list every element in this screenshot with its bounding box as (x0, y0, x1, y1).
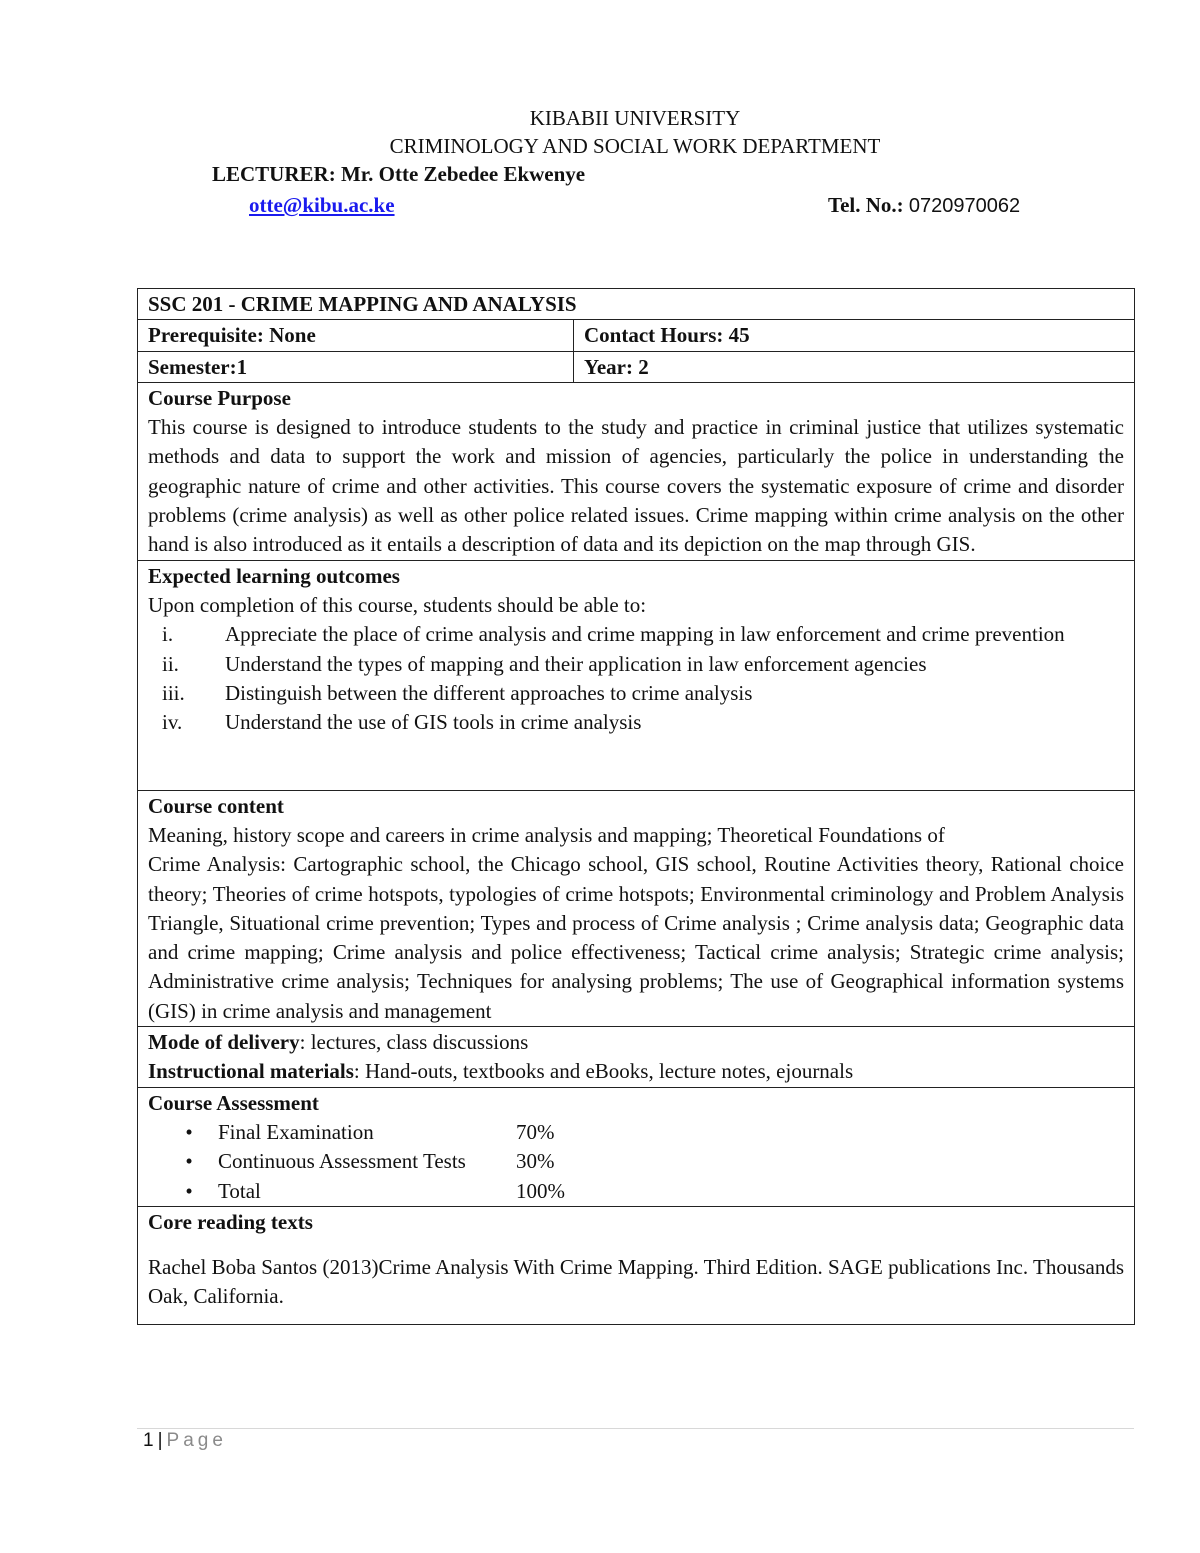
delivery-row (138, 1027, 1135, 1088)
course-outline-table (137, 288, 1135, 1325)
tel-label: Tel. No.: (828, 193, 904, 217)
assessment-percent: 30% (516, 1149, 555, 1174)
outcomes-row (138, 560, 1135, 790)
assessment-item: Final Examination (218, 1119, 374, 1144)
semester-cell: Semester:1 (138, 351, 574, 382)
university-name: KIBABII UNIVERSITY (529, 106, 741, 130)
list-item (148, 679, 1124, 708)
outcomes-cell (138, 560, 1135, 790)
list-item (148, 1177, 1124, 1206)
telephone-line (828, 191, 1020, 221)
list-item (148, 620, 1124, 649)
purpose-heading: Course Purpose (148, 385, 291, 410)
delivery-cell (138, 1027, 1135, 1088)
bullet-icon: • (185, 1178, 193, 1203)
prerequisite-row (138, 320, 1135, 351)
department-name: CRIMINOLOGY AND SOCIAL WORK DEPARTMENT (389, 134, 881, 158)
footer-divider (137, 1428, 1134, 1429)
year-cell: Year: 2 (574, 351, 1135, 382)
lecturer-line (212, 160, 585, 189)
delivery-text: : lectures, class discussions (299, 1030, 529, 1055)
outcome-number: ii. (162, 651, 179, 676)
assessment-list (148, 1118, 1124, 1206)
course-title: SSC 201 - CRIME MAPPING AND ANALYSIS (138, 289, 1135, 320)
assessment-percent: 70% (516, 1119, 555, 1144)
delivery-label: Mode of delivery (148, 1030, 300, 1055)
outcome-number: iv. (162, 710, 183, 735)
bullet-icon: • (185, 1119, 193, 1144)
course-title-row (138, 289, 1135, 320)
content-text: Crime Analysis: Cartographic school, the Chicago school, GIS school, Routine Activities theory, Rational choice theory; Theories of crime hotspots, typologies of crime hotspots; Environmental criminology and Problem Analysis Triangle, Situational crime prevention; Types and process of Crime analysis ; Crime analysis data; Geographic data and crime mapping; Crime analysis and police effectiveness; Tactical crime analysis; Strategic crime analysis; Administrative crime analysis; Techniques for analysing problems; The use of Geographical information systems (GIS) in crime analysis and management (148, 852, 1124, 1023)
assessment-item: Total (218, 1178, 261, 1203)
content-row (138, 790, 1135, 1026)
outcome-text: Understand the types of mapping and their application in law enforcement agencies (225, 651, 927, 676)
list-item (148, 708, 1124, 737)
lecturer-email-link[interactable]: otte@kibu.ac.ke (249, 193, 395, 217)
lecturer-name: Mr. Otte Zebedee Ekwenye (340, 162, 586, 186)
materials-text: : Hand-outs, textbooks and eBooks, lecture notes, ejournals (353, 1059, 854, 1084)
outcomes-intro: Upon completion of this course, students should be able to: (148, 592, 647, 617)
outcome-text: Distinguish between the different approaches to crime analysis (225, 680, 753, 705)
materials-line (148, 1057, 1124, 1086)
outcomes-list (148, 620, 1124, 737)
list-item (148, 1118, 1124, 1147)
footer-separator: | (157, 1430, 163, 1451)
reading-row (138, 1206, 1135, 1324)
contact-hours-cell: Contact Hours: 45 (574, 320, 1135, 351)
outcome-text: Appreciate the place of crime analysis and crime mapping in law enforcement and crime prevention (225, 622, 1065, 647)
bullet-icon: • (185, 1149, 193, 1174)
materials-label: Instructional materials (148, 1059, 354, 1084)
page-footer (143, 1429, 227, 1453)
page-number: 1 (143, 1430, 154, 1451)
outcomes-heading: Expected learning outcomes (148, 563, 400, 588)
page-word: Page (166, 1430, 227, 1451)
prerequisite-cell: Prerequisite: None (138, 320, 574, 351)
assessment-item: Continuous Assessment Tests (218, 1149, 466, 1174)
content-cell (138, 790, 1135, 1026)
outcome-text: Understand the use of GIS tools in crime analysis (225, 710, 642, 735)
reading-cell (138, 1206, 1135, 1324)
assessment-heading: Course Assessment (148, 1090, 319, 1115)
assessment-row (138, 1087, 1135, 1206)
list-item (148, 1147, 1124, 1176)
assessment-percent: 100% (516, 1178, 565, 1203)
content-heading: Course content (148, 793, 284, 818)
outcome-number: iii. (162, 680, 185, 705)
tel-value: 0720970062 (908, 195, 1021, 217)
reading-heading: Core reading texts (148, 1209, 313, 1234)
semester-row (138, 351, 1135, 382)
purpose-row (138, 382, 1135, 560)
content-first-line: Meaning, history scope and careers in crime analysis and mapping; Theoretical Foundations of (148, 822, 945, 847)
purpose-cell (138, 382, 1135, 560)
list-item (148, 650, 1124, 679)
delivery-line (148, 1028, 1124, 1057)
outcome-number: i. (162, 622, 174, 647)
purpose-text: This course is designed to introduce students to the study and practice in criminal justice that utilizes systematic methods and data to support the work and mission of agencies, particularly the police in understanding the geographic nature of crime and other activities. This course covers the systematic exposure of crime and disorder problems (crime analysis) as well as other police related issues. Crime mapping within crime analysis on the other hand is also introduced as it entails a description of data and its depiction on the map through GIS. (148, 415, 1124, 557)
lecturer-label: LECTURER: (212, 162, 336, 186)
reading-text: Rachel Boba Santos (2013)Crime Analysis With Crime Mapping. Third Edition. SAGE publications Inc. Thousands Oak, California. (148, 1255, 1124, 1309)
assessment-cell (138, 1087, 1135, 1206)
